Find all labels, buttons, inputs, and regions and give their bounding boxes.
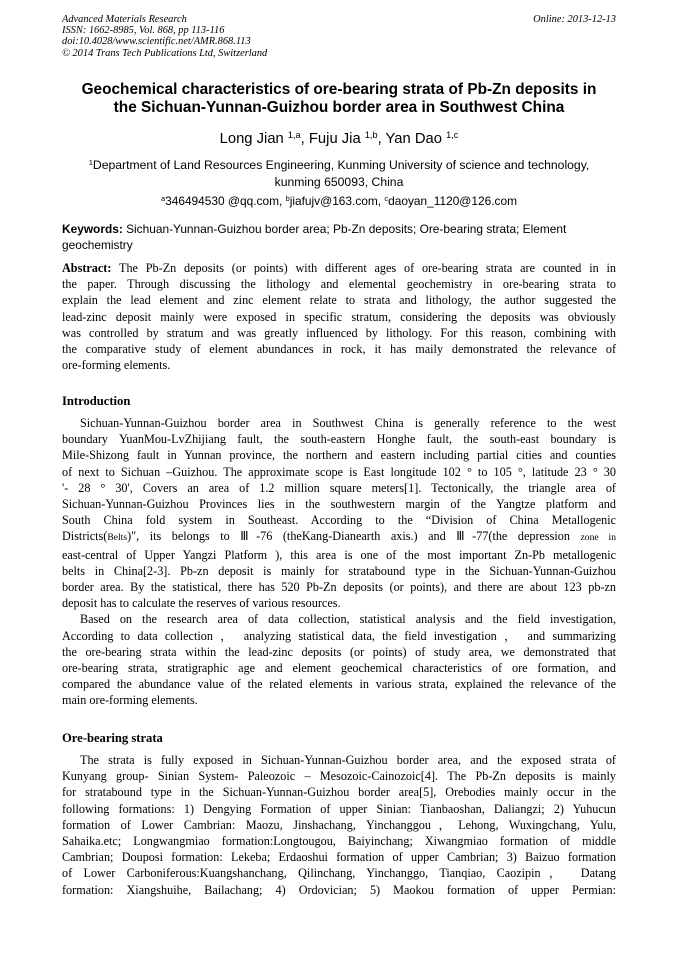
abstract-line: ore-forming elements. [62, 358, 171, 373]
introduction-body [62, 415, 616, 709]
keywords-text: Sichuan-Yunnan-Guizhou border area; Pb-Zn deposits; Ore-bearing strata; Element [126, 222, 567, 236]
author-superscript: 1,b [364, 129, 378, 140]
body-line: main ore-forming elements. [62, 693, 198, 708]
body-text-small: zone in [580, 532, 616, 544]
author-name: Yan Dao [385, 131, 443, 147]
body-line: following formations: 1) Dengying Formation of upper Sinian: Tianbaoshan, Daliangzi; 2) Yuhucun [62, 801, 616, 816]
issn-line: ISSN: 1662-8985, Vol. 868, pp 113-116 [62, 25, 225, 37]
abstract-line: the comparative study of element abundances in rock, it has maily demonstrated the relevance of [62, 342, 616, 357]
title-line: Geochemical characteristics of ore-bearing strata of Pb-Zn deposits in [81, 81, 597, 98]
abstract-line: lead-zinc deposit mainly were exposed in specific stratum, considering the deposits was obviously [62, 309, 616, 324]
journal-header [62, 14, 267, 59]
body-line: for stratabound type in the Sichuan-Yunnan-Guizhou border area[5], Orebodies mainly occur in the [62, 785, 616, 800]
body-line: Sichuan-Yunnan-Guizhou Provinces lies in the southwestern margin of the Yangtze platform and [62, 497, 616, 512]
body-line: Sahaika.etc; Longwangmiao formation:Longtougou, Baiyinchang; Xiwangmiao formation of middle [62, 834, 616, 849]
body-line: ore-bearing strata, stratigraphic age and element geochemical characteristics of ore formation, and [62, 661, 616, 676]
copyright-line: © 2014 Trans Tech Publications Ltd, Switzerland [62, 47, 268, 59]
keywords-text: geochemistry [62, 237, 133, 252]
body-line: The strata is fully exposed in Sichuan-Yunnan-Guizhou border area, and the exposed strata of [80, 753, 616, 767]
body-line: the ore-bearing strata within the lead-zinc deposits (or points) of study area, we demonstrated that [62, 644, 616, 659]
author-superscript: 1,c [446, 129, 459, 140]
abstract-line: the paper. Through discussing the lithology and elemental geochemistry in ore-bearing strata to [62, 277, 616, 292]
email-superscript: a [161, 193, 166, 203]
author-name: Long Jian [219, 131, 284, 147]
title-line: the Sichuan-Yunnan-Guizhou border area in Southwest China [113, 99, 565, 116]
body-text: Districts( [62, 529, 108, 544]
body-text-small: Belts [107, 532, 128, 544]
body-line: South China fold system in Southeast. According to the “Division of China Metallogenic [62, 513, 616, 528]
email-superscript: c [384, 193, 389, 203]
author-superscript: 1,a [287, 129, 301, 140]
body-line: compared the abundance value of the related elements in various strata, explained the relevance of the [62, 677, 616, 692]
email-link[interactable]: jiafujv@163.com, [289, 194, 382, 208]
body-line: '- 28 ° 30', Covers an area of 1.2 million square meters[1]. Tectonically, the triangle area of [62, 480, 616, 495]
body-line: Mile-Shizong fault in Yunnan province, the northern and eastern including partial cities and counties [62, 448, 616, 463]
body-text: )", its belongs to Ⅲ-76 (theKang-Dianearth axis.) and Ⅲ-77(the depression [127, 529, 581, 544]
abstract-label: Abstract: [62, 261, 112, 275]
section-heading-introduction: Introduction [62, 394, 131, 408]
abstract-line: was controlled by stratum and was greatly influenced by lithology. For this reason, combining with [62, 325, 616, 340]
body-line: Cambrian; Douposi formation: Lekeba; Erdaoshui formation of upper Cambrian; 3) Baizuo formation [62, 850, 616, 865]
body-line [62, 528, 616, 546]
affiliation-line: Department of Land Resources Engineering, Kunming University of science and technology, [92, 158, 590, 172]
abstract-line [62, 260, 616, 276]
body-line: east-central of Upper Yangzi Platform ), this area is one of the most important Zn-Pb metallogenic [62, 547, 616, 562]
body-line: Based on the research area of data collection, statistical analysis and the field investigation, [80, 612, 616, 627]
email-link[interactable]: daoyan_1120@126.com [388, 194, 517, 208]
author-list: Long Jian $^{1,a}$, Fuju Jia $^{1,b}$, Yan Dao $^{1,c}$ [219, 129, 459, 147]
body-line: of Lower Carboniferous:Kuangshanchang, Qilinchang, Yinchanggo, Tianqiao, Caozipin， Datang [62, 866, 616, 881]
keywords-block [62, 222, 618, 253]
affiliation-line: kunming 650093, China [274, 174, 404, 189]
author-emails [0, 194, 678, 208]
body-line: of next to Sichuan –Guizhou. The approximate scope is East longitude 102 ° to 105 °, latitude 23 ° 30 [62, 464, 616, 479]
body-line: border area. By the statistical, there has 520 Pb-Zn deposits (or points), and there are about 123 pb-zn [62, 580, 616, 595]
body-line: deposit has to calculate the reserves of various resources. [62, 596, 341, 611]
doi-line[interactable]: doi:10.4028/www.scientific.net/AMR.868.113 [62, 36, 251, 48]
affiliation-superscript: 1 [88, 157, 93, 167]
body-line: Sichuan-Yunnan-Guizhou border area in Southwest China is generally reference to the west [80, 416, 616, 430]
affiliation [60, 157, 618, 190]
ore-bearing-body [62, 752, 616, 898]
author-name: Fuju Jia [308, 131, 361, 147]
email-superscript: b [285, 193, 290, 203]
abstract-text: The Pb-Zn deposits (or points) with different ages of ore-bearing strata are counted in in [111, 261, 616, 275]
body-line: formation: Xiangshuihe, Bailachang; 4) Ordovician; 5) Maokou formation of upper Permian: [62, 882, 616, 897]
journal-name: Advanced Materials Research [62, 14, 187, 25]
body-line: Kunyang group- Sinian System- Paleozoic – Mesozoic-Cainozoic[4]. The Pb-Zn deposits is mainly [62, 769, 616, 784]
paper-title [55, 81, 623, 117]
body-line: belts in China[2-3]. Pb-zn deposit is mainly for stratabound type in the Sichuan-Yunnan-Guizhou [62, 563, 616, 578]
body-line: formation of Lower Cambrian: Maozu, Jinshachang, Yinchanggou，Lehong, Wuxingchang, Yulu, [62, 817, 616, 832]
section-heading-ore-bearing-strata: Ore-bearing strata [62, 731, 163, 745]
online-date: Online: 2013-12-13 [533, 14, 616, 25]
keywords-label: Keywords: [62, 222, 123, 236]
abstract-line: explain the lead element and zinc element relate to strata and lithology, the author suggested the [62, 293, 616, 308]
email-link[interactable]: 346494530 @qq.com, [165, 194, 283, 208]
abstract [62, 260, 616, 373]
body-line: boundary YuanMou-LvZhijiang fault, the south-eastern Honghe fault, the south-east boundary is [62, 432, 616, 447]
body-line: According to data collection ， analyzing statistical data, the field investigation ， and summarizing [62, 628, 616, 643]
